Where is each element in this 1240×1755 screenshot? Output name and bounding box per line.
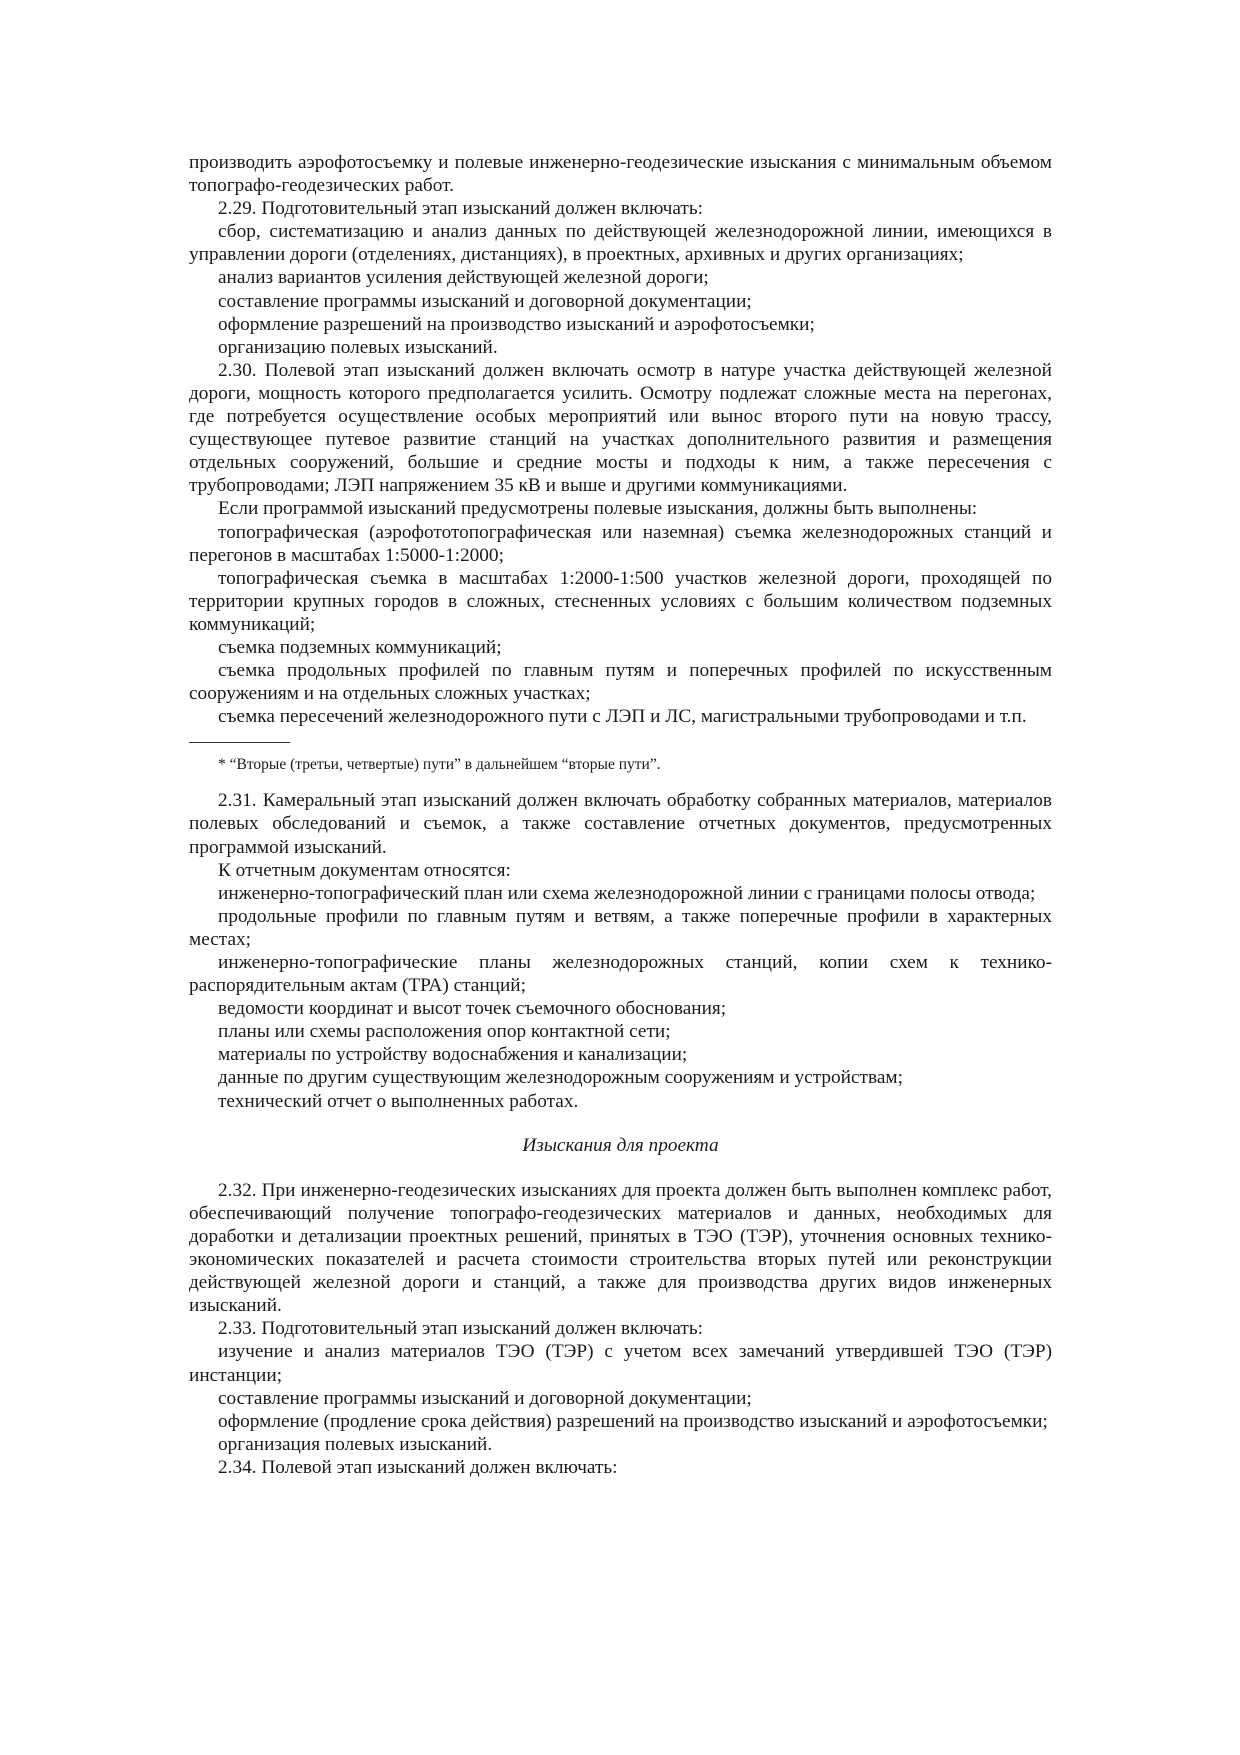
paragraph: планы или схемы расположения опор контактной сети; (218, 1021, 671, 1043)
paragraph: 2.33. Подготовительный этап изысканий должен включать: (218, 1318, 703, 1340)
paragraph: съемка продольных профилей по главным путям и поперечных профилей по искусственным сооружениям и на отдельных сложных участках; (189, 660, 1052, 705)
paragraph: производить аэрофотосъемку и полевые инженерно-геодезические изыскания с минимальным объемом топографо-геодезических работ. (189, 152, 1052, 197)
section-heading: Изыскания для проекта (522, 1134, 719, 1156)
paragraph: продольные профили по главным путям и ветвям, а также поперечные профили в характерных местах; (189, 905, 1052, 950)
section-bottom (189, 1179, 1052, 1479)
paragraph: изучение и анализ материалов ТЭО (ТЭР) с учетом всех замечаний утвердившей ТЭО (ТЭР) инстанции; (189, 1341, 1052, 1386)
paragraph: сбор, систематизацию и анализ данных по действующей железнодорожной линии, имеющихся в управлении дороги (отделениях, дистанциях), в проектных, архивных и других организациях; (189, 221, 1052, 266)
paragraph: 2.32. При инженерно-геодезических изысканиях для проекта должен быть выполнен комплекс работ, обеспечивающий получение топографо-геодезических материалов и данных, необходимых для доработки и детализации проектных решений, принятых в ТЭО (ТЭР), уточнения основных технико-экономических показателей и расчета стоимости строительства вторых путей или реконструкции действующей железной дороги и станций, а также для производства других видов инженерных изысканий. (189, 1179, 1052, 1317)
paragraph: оформление (продление срока действия) разрешений на производство изысканий и аэрофотосъемки; (218, 1410, 1048, 1432)
paragraph: топографическая (аэрофототопографическая или наземная) съемка железнодорожных станций и перегонов в масштабах 1:5000-1:2000; (189, 521, 1052, 566)
paragraph: инженерно-топографические планы железнодорожных станций, копии схем к технико-распорядительным актам (ТРА) станций; (189, 952, 1052, 997)
paragraph: топографическая съемка в масштабах 1:2000-1:500 участков железной дороги, проходящей по территории крупных городов в сложных, стесненных условиях с большим количеством подземных коммуникаций; (189, 567, 1052, 635)
paragraph: Если программой изысканий предусмотрены полевые изыскания, должны быть выполнены: (218, 498, 978, 520)
paragraph: данные по другим существующим железнодорожным сооружениям и устройствам; (218, 1067, 903, 1089)
paragraph: 2.29. Подготовительный этап изысканий должен включать: (218, 198, 703, 220)
paragraph: К отчетным документам относятся: (218, 859, 511, 881)
paragraph: организацию полевых изысканий. (218, 336, 498, 358)
paragraph: оформление разрешений на производство изысканий и аэрофотосъемки; (218, 313, 815, 335)
footnote-divider (189, 742, 290, 743)
paragraph: 2.31. Камеральный этап изысканий должен включать обработку собранных материалов, материалов полевых обследований и съемок, а также составление отчетных документов, предусмотренных программой изысканий. (189, 790, 1052, 858)
paragraph: анализ вариантов усиления действующей железной дороги; (218, 267, 709, 289)
paragraph: материалы по устройству водоснабжения и канализации; (218, 1044, 688, 1066)
section-top (189, 151, 1052, 728)
paragraph: инженерно-топографический план или схема железнодорожной линии с границами полосы отвода; (218, 882, 1036, 904)
footnote: * “Вторые (третьи, четвертые) пути” в дальнейшем “вторые пути”. (218, 756, 661, 774)
paragraph: составление программы изысканий и договорной документации; (218, 1387, 752, 1409)
paragraph: 2.30. Полевой этап изысканий должен включать осмотр в натуре участка действующей железной дороги, мощность которого предполагается усилить. Осмотру подлежат сложные места на перегонах, где потребуется осуществление особых мероприятий или вынос второго пути на новую трассу, существующее путевое развитие станций на участках дополнительного развития и размещения отдельных сооружений, большие и средние мосты и подходы к ним, а также пересечения с трубопроводами; ЛЭП напряжением 35 кВ и выше и другими коммуникациями. (189, 359, 1052, 497)
paragraph: ведомости координат и высот точек съемочного обоснования; (218, 998, 727, 1020)
section-middle (189, 789, 1052, 1112)
paragraph: составление программы изысканий и договорной документации; (218, 290, 752, 312)
paragraph: технический отчет о выполненных работах. (218, 1090, 579, 1112)
paragraph: съемка пересечений железнодорожного пути с ЛЭП и ЛС, магистральными трубопроводами и т.п. (218, 706, 1027, 728)
document-page (189, 151, 1052, 1479)
paragraph: организация полевых изысканий. (218, 1433, 493, 1455)
paragraph: 2.34. Полевой этап изысканий должен включать: (218, 1456, 618, 1478)
paragraph: съемка подземных коммуникаций; (218, 636, 502, 658)
